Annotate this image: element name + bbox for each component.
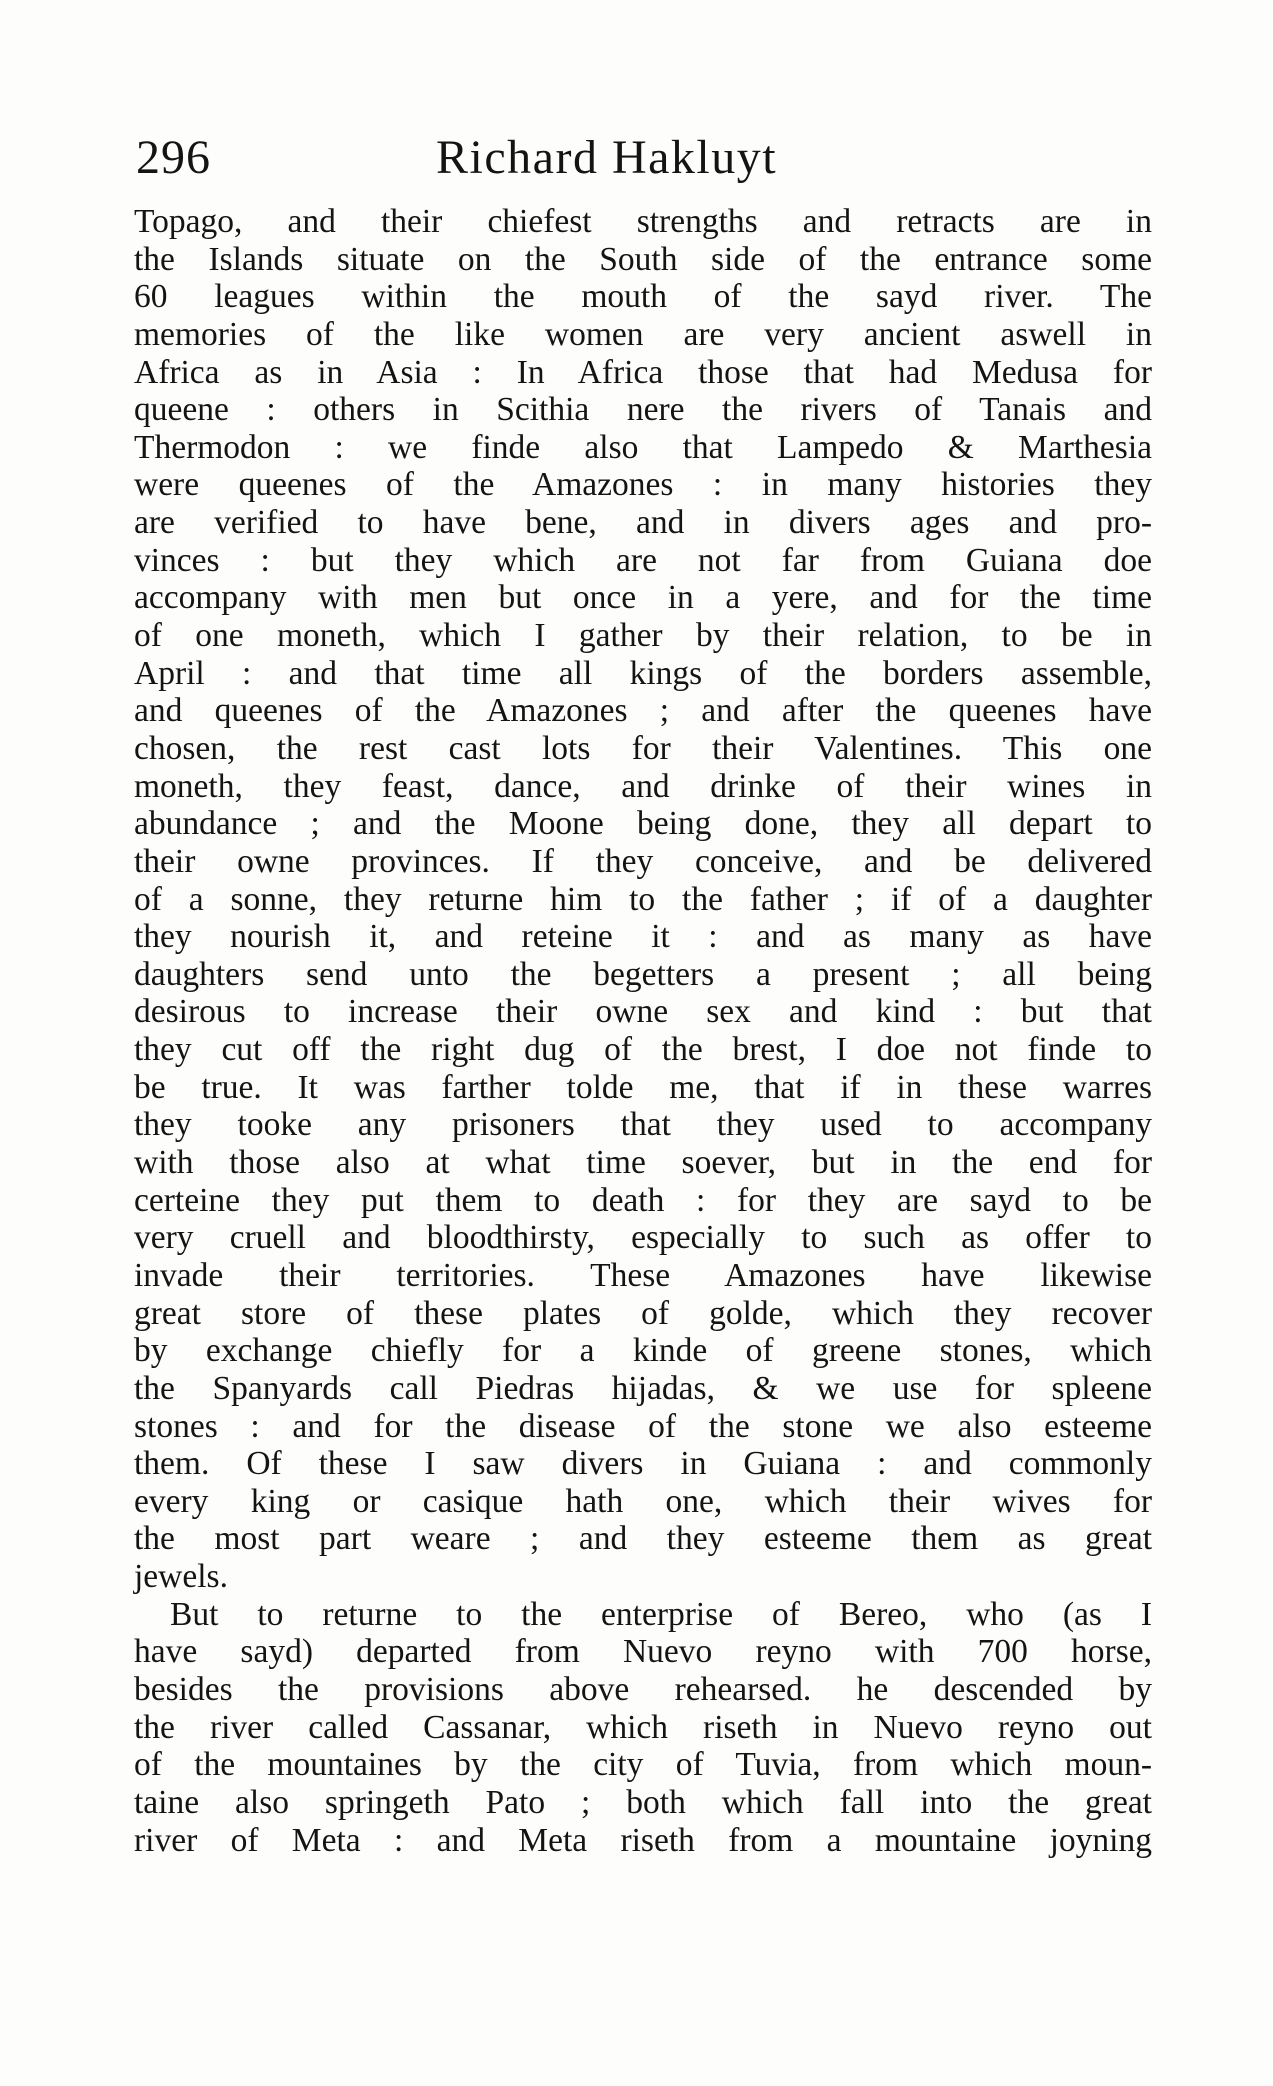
text-line: of a sonne, they returne him to the father ; if of a daughter <box>134 880 1152 918</box>
text-line: are verified to have bene, and in divers ages and pro- <box>134 504 1152 542</box>
text-line: with those also at what time soever, but in the end for <box>134 1144 1152 1182</box>
text-line: Africa as in Asia : In Africa those that had Medusa for <box>134 353 1152 391</box>
text-line: them. Of these I saw divers in Guiana : and commonly <box>134 1445 1152 1483</box>
text-line: they tooke any prisoners that they used to accompany <box>134 1106 1152 1144</box>
running-title: Richard Hakluyt <box>436 131 778 184</box>
text-line: vinces : but they which are not far from Guiana doe <box>134 541 1152 579</box>
text-line: 60 leagues within the mouth of the sayd river. The <box>134 278 1152 316</box>
text-line: invade their territories. These Amazones have likewise <box>134 1256 1152 1294</box>
text-line: taine also springeth Pato ; both which fall into the great <box>134 1783 1152 1821</box>
text-line: memories of the like women are very ancient aswell in <box>134 315 1152 353</box>
text-line: great store of these plates of golde, which they recover <box>134 1294 1152 1332</box>
text-line: accompany with men but once in a yere, and for the time <box>134 579 1152 617</box>
text-line: the most part weare ; and they esteeme them as great <box>134 1520 1152 1558</box>
text-line: have sayd) departed from Nuevo reyno with 700 horse, <box>134 1633 1152 1671</box>
text-line: the river called Cassanar, which riseth in Nuevo reyno out <box>134 1708 1152 1746</box>
text-line: chosen, the rest cast lots for their Valentines. This one <box>134 729 1152 767</box>
text-line: river of Meta : and Meta riseth from a mountaine joyning <box>134 1821 1152 1859</box>
text-line: April : and that time all kings of the borders assemble, <box>134 654 1152 692</box>
text-line: queene : others in Scithia nere the rivers of Tanais and <box>134 391 1152 429</box>
text-line: their owne provinces. If they conceive, and be delivered <box>134 842 1152 880</box>
text-line: daughters send unto the begetters a present ; all being <box>134 955 1152 993</box>
text-line: desirous to increase their owne sex and kind : but that <box>134 993 1152 1031</box>
body-text <box>134 203 1152 1859</box>
text-line: stones : and for the disease of the stone we also esteeme <box>134 1407 1152 1445</box>
paragraph-start-line: But to returne to the enterprise of Bereo, who (as I <box>170 1595 1152 1633</box>
page-header <box>136 128 1152 188</box>
text-line: and queenes of the Amazones ; and after the queenes have <box>134 692 1152 730</box>
text-line: of the mountaines by the city of Tuvia, from which moun- <box>134 1746 1152 1784</box>
text-line: besides the provisions above rehearsed. he descended by <box>134 1670 1152 1708</box>
text-line: of one moneth, which I gather by their relation, to be in <box>134 617 1152 655</box>
text-line: by exchange chiefly for a kinde of greene stones, which <box>134 1332 1152 1370</box>
text-line: Thermodon : we finde also that Lampedo & Marthesia <box>134 428 1152 466</box>
text-line: they cut off the right dug of the brest, I doe not finde to <box>134 1031 1152 1069</box>
text-line: were queenes of the Amazones : in many histories they <box>134 466 1152 504</box>
text-line: be true. It was farther tolde me, that if in these warres <box>134 1068 1152 1106</box>
text-line: every king or casique hath one, which their wives for <box>134 1482 1152 1520</box>
text-line: the Spanyards call Piedras hijadas, & we use for spleene <box>134 1369 1152 1407</box>
text-line: abundance ; and the Moone being done, they all depart to <box>134 805 1152 843</box>
paragraph-end-line: jewels. <box>134 1558 228 1596</box>
text-line: Topago, and their chiefest strengths and retracts are in <box>134 203 1152 240</box>
text-line: they nourish it, and reteine it : and as many as have <box>134 918 1152 956</box>
text-line: certeine they put them to death : for they are sayd to be <box>134 1181 1152 1219</box>
page-number: 296 <box>136 131 211 184</box>
text-line: very cruell and bloodthirsty, especially to such as offer to <box>134 1219 1152 1257</box>
text-line: the Islands situate on the South side of the entrance some <box>134 240 1152 278</box>
text-line: moneth, they feast, dance, and drinke of their wines in <box>134 767 1152 805</box>
